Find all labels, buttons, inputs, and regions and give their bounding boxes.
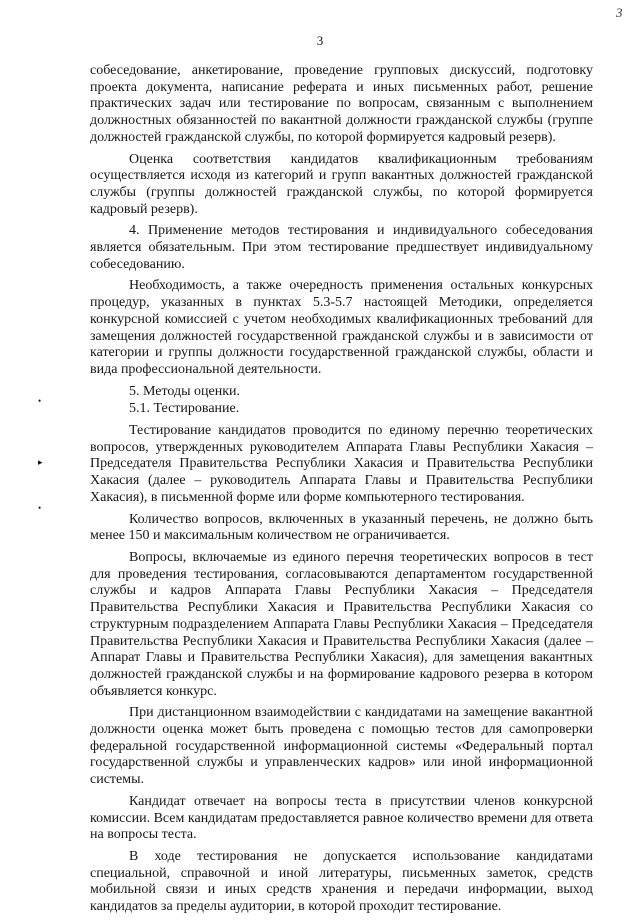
document-body	[90, 63, 593, 921]
paragraph-test-approval: Вопросы, включаемые из единого перечня теоретических вопросов в тест для проведения тестирования, согласовываются департаментом государственной службы и кадров Аппарата Главы Республики Хакасия – Председателя Правительства Республики Хакасия и Правительства Республики Хакасия со структурным подразделением Аппарата Главы Республики Хакасия – Председателя Правительства Республики Хакасия и Правительства Республики Хакасия (далее – Аппарат Главы и Правительства Республики Хакасия), для замещения вакантных должностей гражданской службы и на формирование кадрового резерва в котором объявляется конкурс.	[90, 549, 593, 699]
section-heading-evaluation-methods: 5. Методы оценки.	[129, 383, 241, 399]
paragraph-testing-restrictions: В ходе тестирования не допускается использование кандидатами специальной, справочной и иной литературы, письменных заметок, средств мобильной связи и иных средств хранения и передачи информации, выход кандидатов за пределы аудитории, в которой проходит тестирование.	[90, 848, 593, 915]
handwritten-page-mark: 3	[616, 5, 623, 20]
section-heading-testing: 5.1. Тестирование.	[129, 401, 240, 417]
page-number: 3	[316, 33, 324, 48]
paragraph-procedure-order: Необходимость, а также очередность применения остальных конкурсных процедур, указанных в пунктах 5.3-5.7 настоящей Методики, определяется конкурсной комиссией с учетом необходимых квалификационных требований для замещения должностей государственной гражданской службы и в зависимости от категории и группы должности государственной гражданской службы, области и вида профессиональной деятельности.	[90, 278, 593, 377]
paragraph-mandatory-methods: 4. Применение методов тестирования и индивидуального собеседования является обязательным. При этом тестирование предшествует индивидуальному собеседованию.	[90, 223, 593, 272]
paragraph-testing-questions: Тестирование кандидатов проводится по единому перечню теоретических вопросов, утвержденных руководителем Аппарата Главы Республики Хакасия – Председателя Правительства Республики Хакасия и Правительства Республики Хакасия (далее – руководитель Аппарата Главы и Правительства Республики Хакасия), в письменной форме или форме компьютерного тестирования.	[90, 423, 593, 505]
margin-dot-2: ▸	[38, 457, 43, 467]
paragraph-remote-assessment: При дистанционном взаимодействии с кандидатами на замещение вакантной должности оценка может быть проведена с помощью тестов для самопроверки федеральной государственной информационной системы «Федеральный портал государственной службы и управленческих кадров» или иной информационной системы.	[90, 705, 593, 788]
margin-dot-1: •	[38, 396, 42, 406]
paragraph-question-count: Количество вопросов, включенных в указанный перечень, не должно быть менее 150 и максимальным количеством не ограничивается.	[90, 511, 593, 544]
paragraph-continuation: собеседование, анкетирование, проведение групповых дискуссий, подготовку проекта документа, написание реферата и иных письменных работ, решение практических задач или тестирование по вопросам, связанным с выполнением должностных обязанностей по вакантной должности гражданской службы (группе должностей гражданской службы, по которой формируется кадровый резерв).	[90, 63, 593, 145]
paragraph-candidate-assessment: Оценка соответствия кандидатов квалификационным требованиям осуществляется исходя из категорий и групп вакантных должностей гражданской службы (группы должностей гражданской службы, по которой формируется кадровый резерв).	[90, 151, 593, 217]
paragraph-answer-conditions: Кандидат отвечает на вопросы теста в присутствии членов конкурсной комиссии. Всем кандидатам предоставляется равное количество времени для ответа на вопросы теста.	[90, 793, 593, 843]
margin-dot-3: •	[38, 503, 42, 513]
